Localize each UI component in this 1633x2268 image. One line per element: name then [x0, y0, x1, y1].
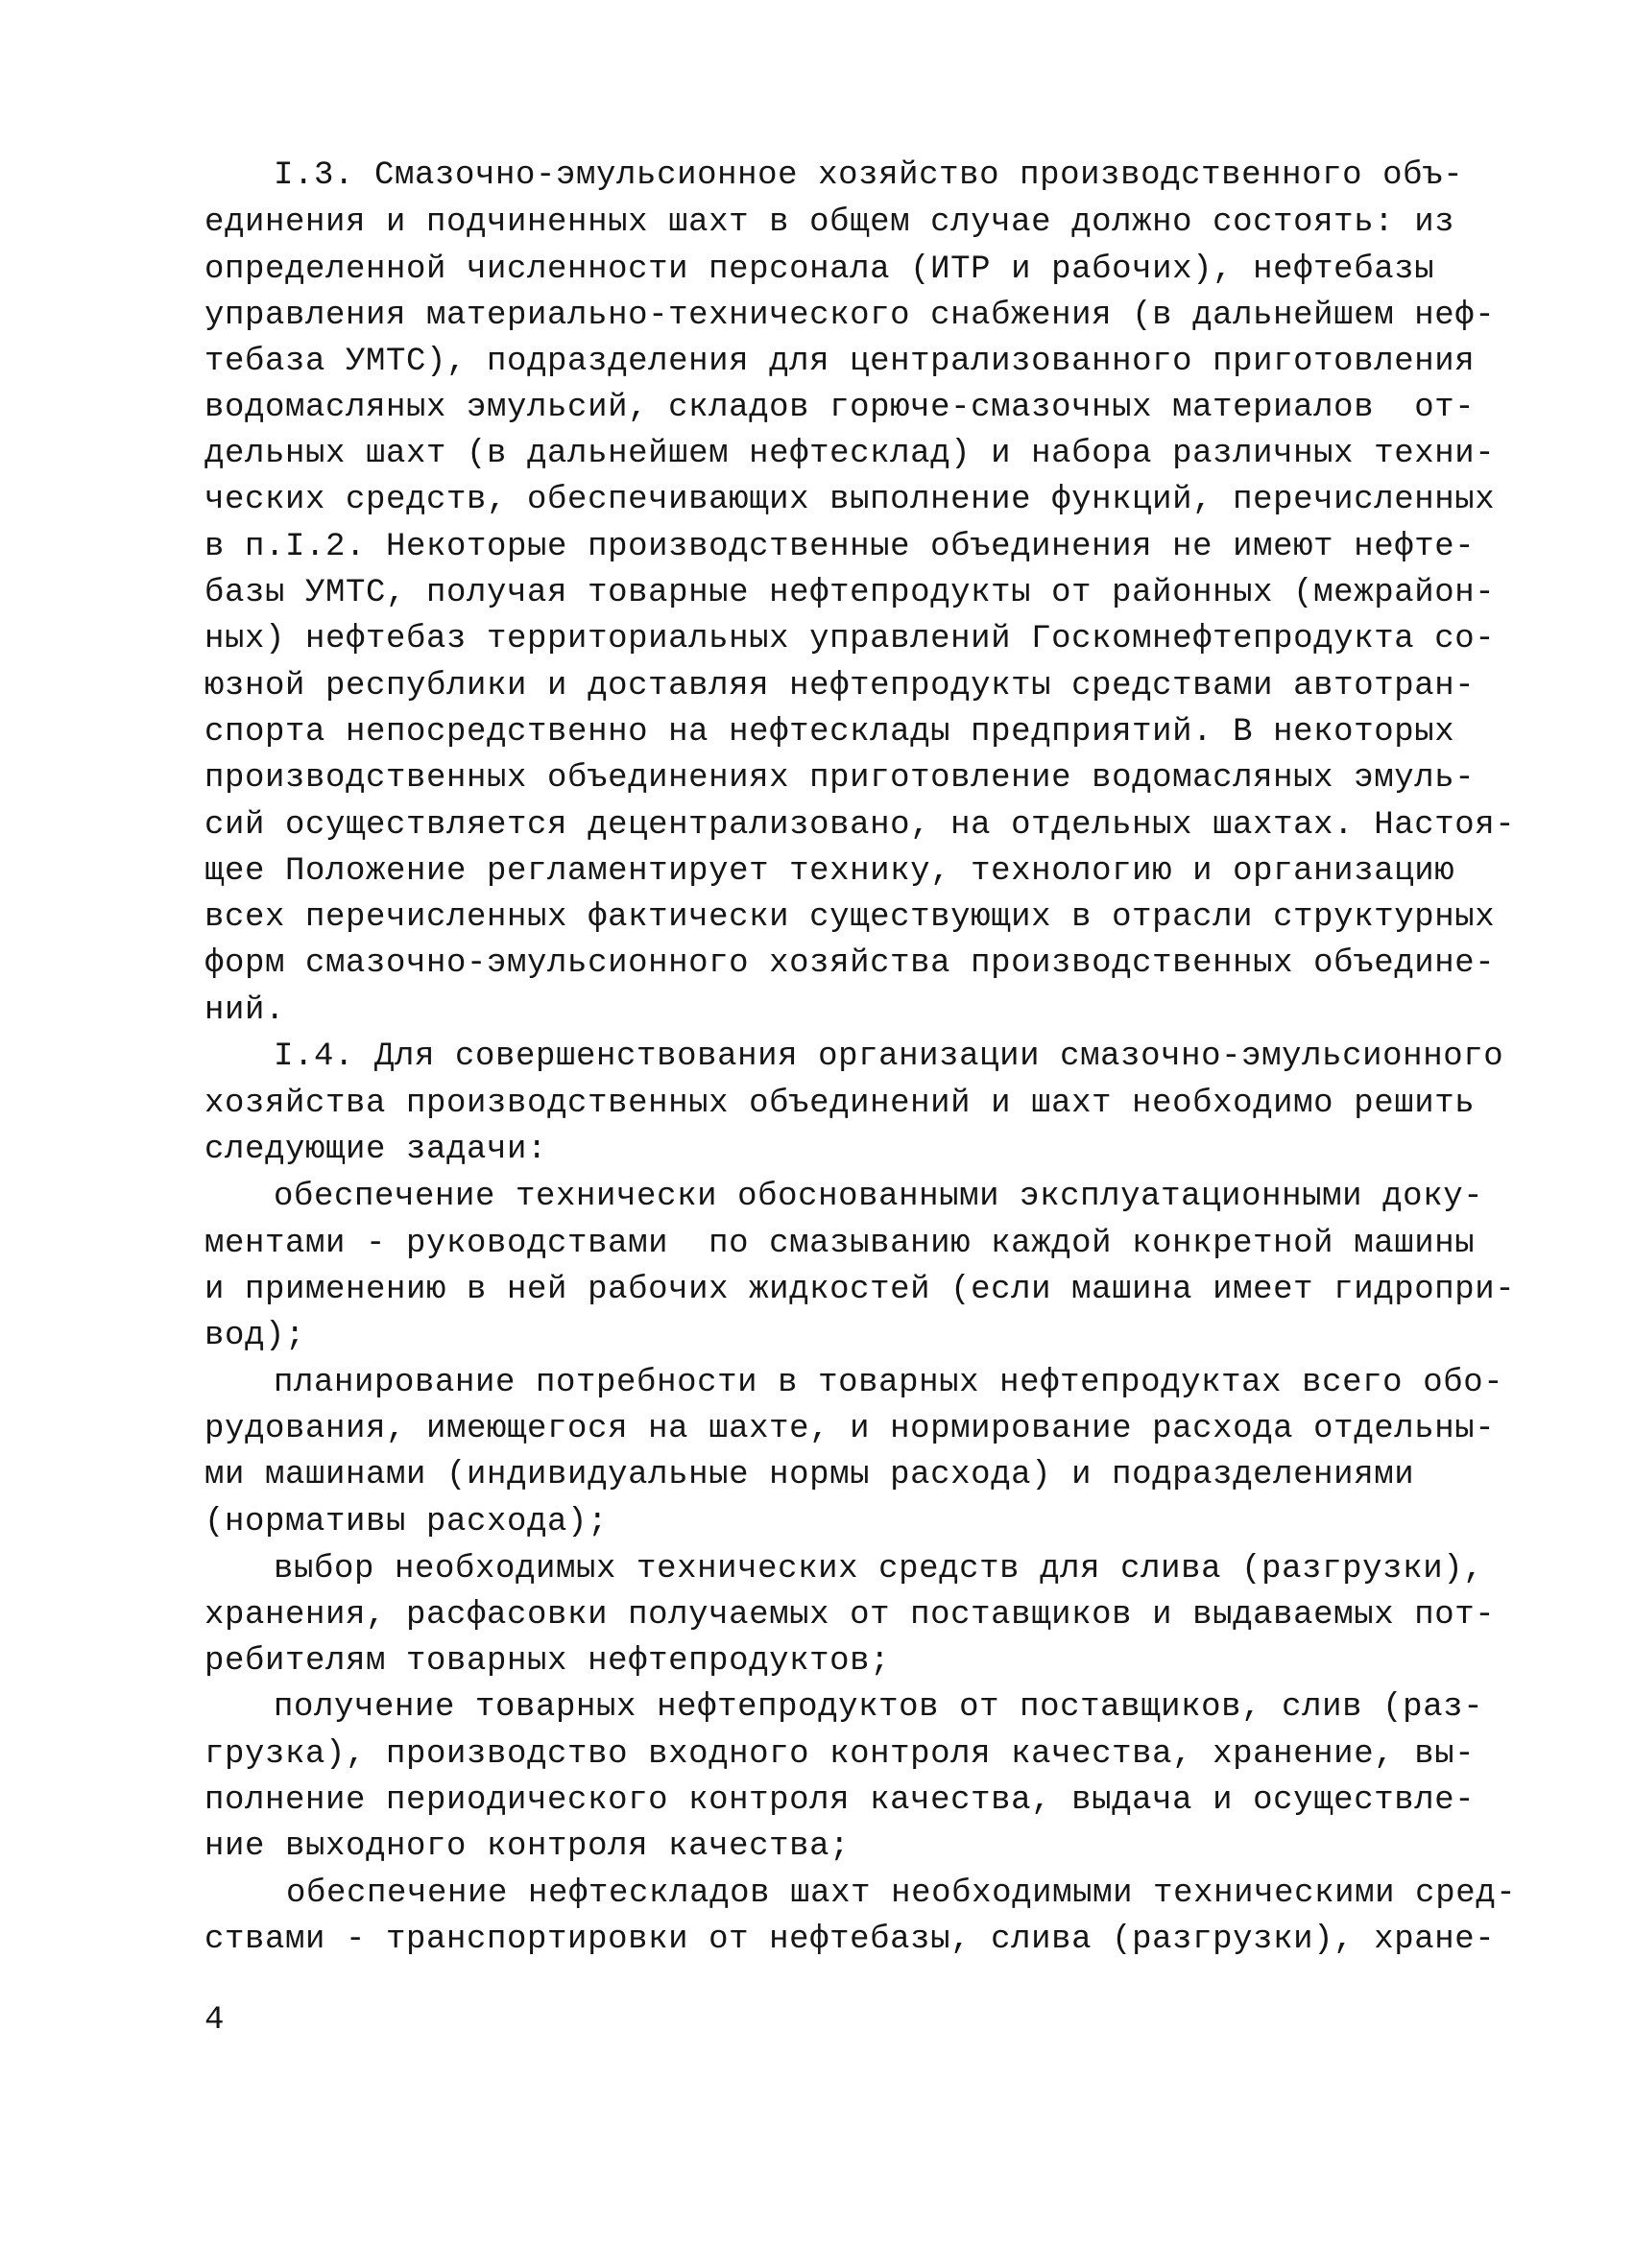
task-item-line: и применению в ней рабочих жидкостей (если машина имеет гидропри- — [204, 1272, 1516, 1308]
paragraph-1-3-line: управления материально-технического снабжения (в дальнейшем неф- — [204, 298, 1496, 334]
paragraph-1-3-line: определенной численности персонала (ИТР и рабочих), нефтебазы — [204, 251, 1435, 288]
paragraph-1-3-line: базы УМТС, получая товарные нефтепродукты от районных (межрайон- — [204, 575, 1496, 611]
task-item-line: обеспечение нефтескладов шахт необходимыми техническими сред- — [286, 1875, 1517, 1912]
task-item-line: полнение периодического контроля качества, выдача и осуществле- — [204, 1782, 1476, 1819]
page-number: 4 — [204, 2002, 225, 2039]
paragraph-1-3-line: спорта непосредственно на нефтесклады предприятий. В некоторых — [204, 714, 1455, 751]
paragraph-1-3-line: юзной республики и доставляя нефтепродукты средствами автотран- — [204, 668, 1476, 704]
paragraph-1-4-line: хозяйства производственных объединений и шахт необходимо решить — [204, 1086, 1476, 1122]
paragraph-1-3-line: единения и подчиненных шахт в общем случае должно состоять: из — [204, 204, 1455, 241]
paragraph-1-3-line: ческих средств, обеспечивающих выполнение функций, перечисленных — [204, 482, 1496, 518]
task-item-line: планирование потребности в товарных нефтепродуктах всего обо- — [274, 1365, 1504, 1401]
paragraph-1-4-line: І.4. Для совершенствования организации смазочно-эмульсионного — [274, 1039, 1504, 1075]
task-item-line: ние выходного контроля качества; — [204, 1828, 851, 1865]
paragraph-1-3-line: в п.І.2. Некоторые производственные объединения не имеют нефте- — [204, 529, 1476, 565]
paragraph-1-4-line: следующие задачи: — [204, 1132, 548, 1168]
paragraph-1-3-line: І.3. Смазочно-эмульсионное хозяйство производственного объ- — [274, 157, 1464, 194]
task-item-line: обеспечение технически обоснованными эксплуатационными доку- — [274, 1179, 1484, 1215]
paragraph-1-3-line: ний. — [204, 992, 286, 1029]
paragraph-1-3-line: водомасляных эмульсий, складов горюче-смазочных материалов от- — [204, 390, 1476, 426]
paragraph-1-3-line: щее Положение регламентирует технику, технологию и организацию — [204, 853, 1455, 890]
paragraph-1-3-line: форм смазочно-эмульсионного хозяйства производственных объедине- — [204, 945, 1496, 982]
paragraph-1-3-line: тебаза УМТС), подразделения для централизованного приготовления — [204, 344, 1476, 380]
task-item-line: получение товарных нефтепродуктов от поставщиков, слив (раз- — [274, 1689, 1484, 1726]
task-item-line: ребителям товарных нефтепродуктов; — [204, 1643, 891, 1680]
paragraph-1-3-line: сий осуществляется децентрализовано, на отдельных шахтах. Настоя- — [204, 807, 1516, 844]
task-item-line: рудования, имеющегося на шахте, и нормирование расхода отдельны- — [204, 1411, 1496, 1447]
task-item-line: вод); — [204, 1318, 306, 1354]
task-item-line: ствами - транспортировки от нефтебазы, слива (разгрузки), хране- — [204, 1922, 1496, 1958]
task-item-line: ми машинами (индивидуальные нормы расхода) и подразделениями — [204, 1457, 1415, 1493]
task-item-line: хранения, расфасовки получаемых от поставщиков и выдаваемых пот- — [204, 1597, 1496, 1634]
paragraph-1-3-line: ных) нефтебаз территориальных управлений Госкомнефтепродукта со- — [204, 621, 1496, 657]
task-item-line: грузка), производство входного контроля качества, хранение, вы- — [204, 1736, 1476, 1773]
paragraph-1-3-line: дельных шахт (в дальнейшем нефтесклад) и набора различных техни- — [204, 436, 1496, 472]
task-item-line: ментами - руководствами по смазыванию каждой конкретной машины — [204, 1226, 1476, 1262]
task-item-line: выбор необходимых технических средств для слива (разгрузки), — [274, 1551, 1484, 1588]
task-item-line: (нормативы расхода); — [204, 1504, 609, 1540]
paragraph-1-3-line: производственных объединениях приготовление водомасляных эмуль- — [204, 760, 1476, 797]
paragraph-1-3-line: всех перечисленных фактически существующих в отрасли структурных — [204, 899, 1496, 936]
